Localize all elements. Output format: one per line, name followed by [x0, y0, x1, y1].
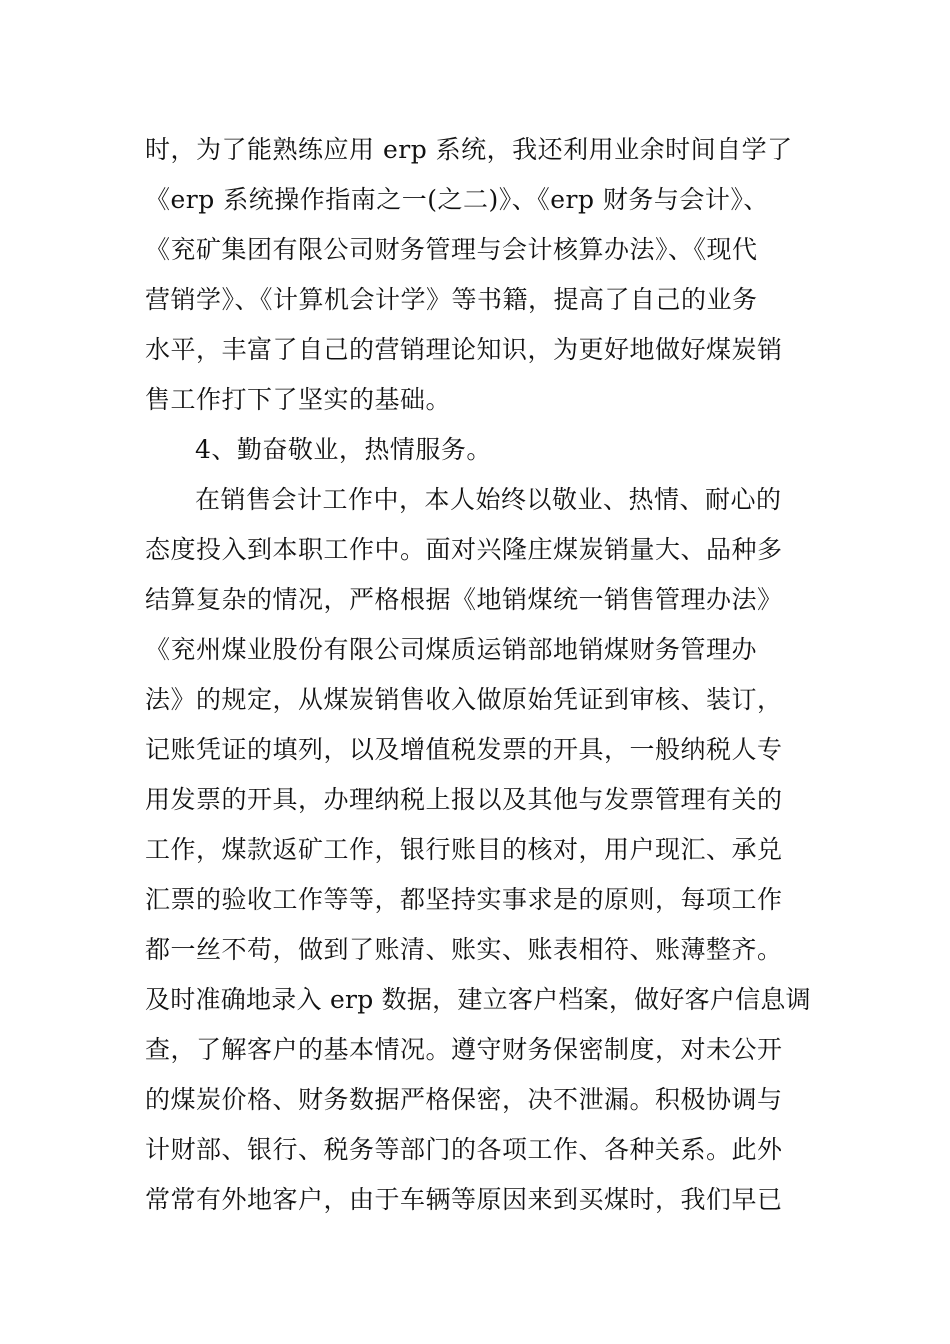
text-line-11: 《兖州煤业股份有限公司煤质运销部地销煤财务管理办: [145, 635, 758, 664]
text-line-2: 《erp 系统操作指南之一(之二)》、《erp 财务与会计》、: [145, 185, 769, 214]
text-line-19: 查，了解客户的基本情况。遵守财务保密制度，对未公开: [145, 1035, 783, 1064]
text-line-13: 记账凭证的填列，以及增值税发票的开具，一般纳税人专: [145, 735, 783, 764]
text-line-4: 营销学》、《计算机会计学》等书籍，提高了自己的业务: [145, 285, 758, 314]
text-line-15: 工作，煤款返矿工作，银行账目的核对，用户现汇、承兑: [145, 835, 783, 864]
text-line-12: 法》的规定，从煤炭销售收入做原始凭证到审核、装订，: [145, 685, 783, 714]
text-line-22: 常常有外地客户，由于车辆等原因来到买煤时，我们早已: [145, 1185, 783, 1214]
text-line-14: 用发票的开具，办理纳税上报以及其他与发票管理有关的: [145, 785, 783, 814]
text-line-9: 态度投入到本职工作中。面对兴隆庄煤炭销量大、品种多: [145, 535, 783, 564]
text-line-21: 计财部、银行、税务等部门的各项工作、各种关系。此外: [145, 1135, 783, 1164]
section-heading: 4、勤奋敬业，热情服务。: [195, 435, 492, 464]
text-line-8: 在销售会计工作中，本人始终以敬业、热情、耐心的: [195, 485, 782, 514]
text-line-16: 汇票的验收工作等等，都坚持实事求是的原则，每项工作: [145, 885, 783, 914]
text-line-5: 水平，丰富了自己的营销理论知识，为更好地做好煤炭销: [145, 335, 783, 364]
text-line-20: 的煤炭价格、财务数据严格保密，决不泄漏。积极协调与: [145, 1085, 783, 1114]
text-line-10: 结算复杂的情况，严格根据《地销煤统一销售管理办法》: [145, 585, 783, 614]
text-line-17: 都一丝不苟，做到了账清、账实、账表相符、账薄整齐。: [145, 935, 783, 964]
text-line-3: 《兖矿集团有限公司财务管理与会计核算办法》、《现代: [145, 235, 758, 264]
text-line-1: 时，为了能熟练应用 erp 系统，我还利用业余时间自学了: [145, 135, 793, 164]
text-line-18: 及时准确地录入 erp 数据，建立客户档案，做好客户信息调: [145, 985, 811, 1014]
text-line-6: 售工作打下了坚实的基础。: [145, 385, 452, 414]
